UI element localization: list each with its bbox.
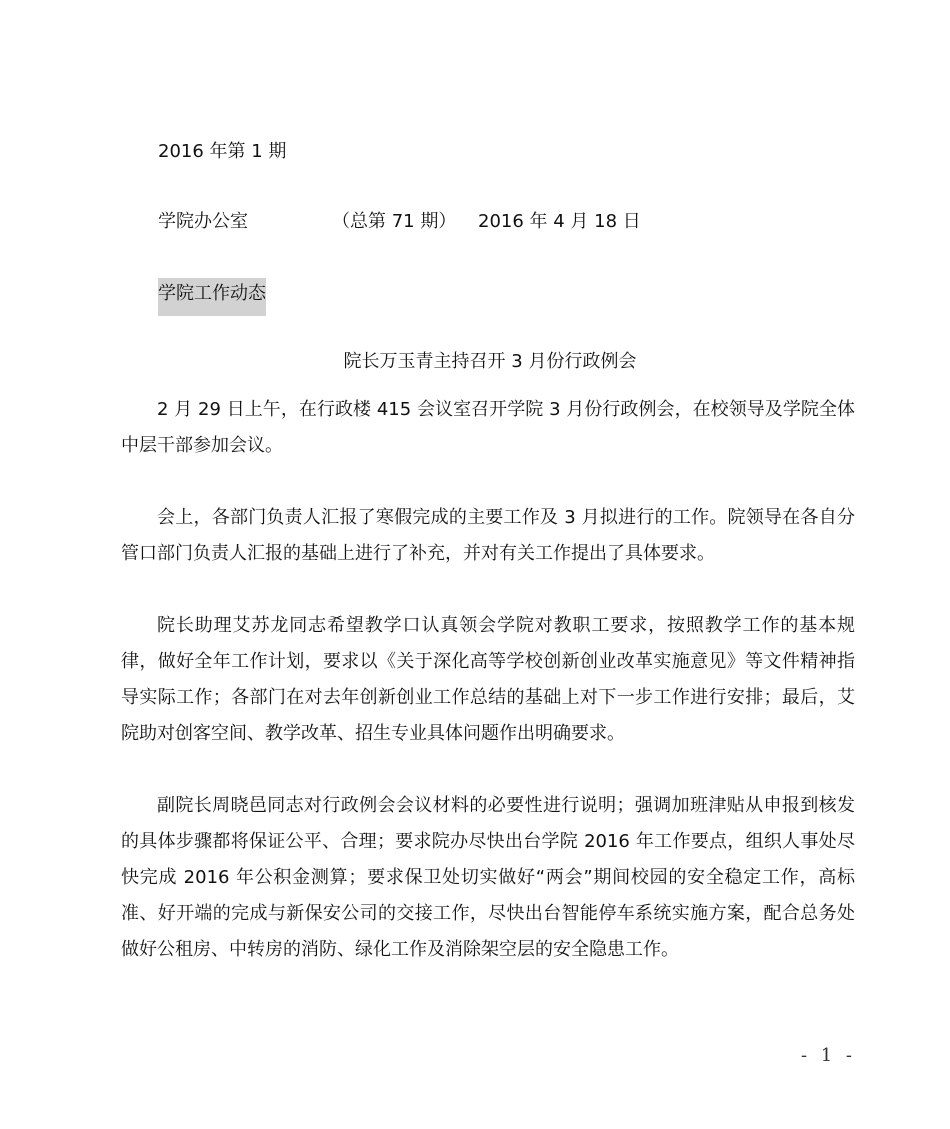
article-paragraph: 2 月 29 日上午，在行政楼 415 会议室召开学院 3 月份行政例会，在校领导及学院全体中层干部参加会议。 <box>121 399 855 456</box>
article-headline: 院长万玉青主持召开 3 月份行政例会 <box>343 351 637 372</box>
article-paragraph: 会上，各部门负责人汇报了寒假完成的主要工作及 3 月拟进行的工作。院领导在各自分管口部门负责人汇报的基础上进行了补充，并对有关工作提出了具体要求。 <box>121 507 855 564</box>
article-paragraph: 副院长周晓邑同志对行政例会会议材料的必要性进行说明；强调加班津贴从申报到核发的具体步骤都将保证公平、合理；要求院办尽快出台学院 2016 年工作要点，组织人事处尽快完成 2016 年公积金测算；要求保卫处切实做好“两会”期间校园的安全稳定工作，高标准、好开端的完成与新保安公司的交接工作，尽快出台智能停车系统实施方案，配合总务处做好公租房、中转房的消防、绿化工作及消除架空层的安全隐患工作。 <box>121 795 855 960</box>
article-paragraph: 院长助理艾苏龙同志希望教学口认真领会学院对教职工要求，按照教学工作的基本规律，做好全年工作计划，要求以《关于深化高等学校创新创业改革实施意见》等文件精神指导实际工作；各部门在对去年创新创业工作总结的基础上对下一步工作进行安排；最后，艾院助对创客空间、教学改革、招生专业具体问题作出明确要求。 <box>121 615 855 744</box>
publish-date: 2016 年 4 月 18 日 <box>478 211 641 232</box>
issue-number: 2016 年第 1 期 <box>158 141 287 162</box>
section-title: 学院工作动态 <box>158 278 266 316</box>
total-issue: （总第 71 期） <box>332 211 457 232</box>
office-name: 学院办公室 <box>158 211 248 232</box>
page-number: - 1 - <box>800 1045 856 1066</box>
